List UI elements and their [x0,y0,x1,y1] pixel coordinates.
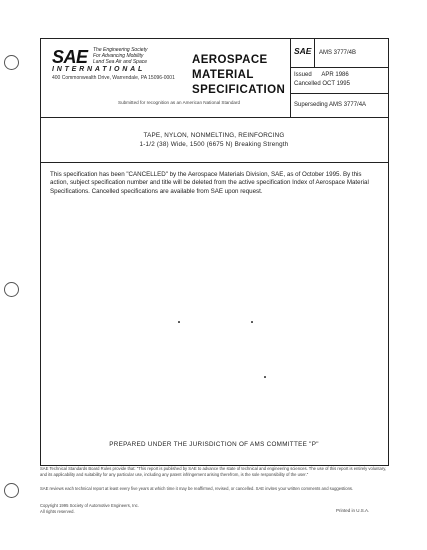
society-line: The Engineering Society [93,47,148,53]
sae-logo: SAE [52,47,88,67]
printed-in-label: Printed in U.S.A. [336,508,370,513]
review-notice: SAE reviews each technical report at least every five years at which time it may be reaffirmed, revised, or cancelled. SAE invites your written comments and suggestions. [40,486,354,491]
scan-speck [251,321,253,323]
technical-board-notice: SAE Technical Standards Board Rules provide that: "This report is published by SAE to advance the state of technical and engineering sciences. The use of this report is entirely voluntary, and its applicability and suitability for any particular use, including any patent infringement arising therefrom, is the sole responsibility of the user." [40,466,387,477]
punch-hole-middle [4,282,19,297]
copyright-notice [40,503,139,514]
punch-hole-top [4,55,19,70]
issued-divider [290,93,388,94]
title-line: TAPE, NYLON, NONMELTING, REINFORCING [143,132,285,139]
doc-type-line: MATERIAL [192,69,254,81]
submitted-note: Submitted for recognition as an American National Standard [118,100,241,105]
document-title [40,131,388,149]
society-tagline [93,47,147,65]
scan-speck [264,376,266,378]
header-divider-horizontal [40,117,388,118]
doc-number-divider [290,67,388,68]
sae-small-logo-divider [314,38,315,67]
document-type-heading [192,53,285,98]
copyright-line: Copyright 1995 Society of Automotive Engineers, Inc. [40,503,139,508]
cancelled-date: Cancelled OCT 1995 [294,81,350,87]
issued-date: Issued APR 1986 [294,72,349,78]
international-label: INTERNATIONAL [52,66,146,73]
society-address: 400 Commonwealth Drive, Warrendale, PA 15096-0001 [52,75,175,81]
cancellation-paragraph: This specification has been "CANCELLED" by the Aerospace Materials Division, SAE, as of October 1995. By this action, subject specification number and title will be deleted from the active specification Index of Aerospace Material Specifications. Cancelled specifications are available from SAE upon request. [50,171,369,195]
society-line: Land Sea Air and Space [93,59,148,65]
title-divider [40,162,388,163]
doc-type-line: AEROSPACE [192,54,268,66]
header-divider-vertical [290,38,291,117]
title-line: 1-1/2 (38) Wide, 1500 (6675 N) Breaking Strength [139,141,289,148]
scan-speck [178,321,180,323]
document-number: AMS 3777/4B [319,50,357,56]
issue-dates [294,71,350,89]
doc-type-line: SPECIFICATION [192,84,286,96]
sae-small-logo: SAE [294,46,312,56]
superseding-note: Superseding AMS 3777/4A [294,102,367,108]
punch-hole-bottom [4,483,19,498]
prepared-under-note: PREPARED UNDER THE JURISDICTION OF AMS COMMITTEE "P" [109,441,319,448]
society-line: For Advancing Mobility [93,53,144,59]
rights-line: All rights reserved. [40,508,75,514]
